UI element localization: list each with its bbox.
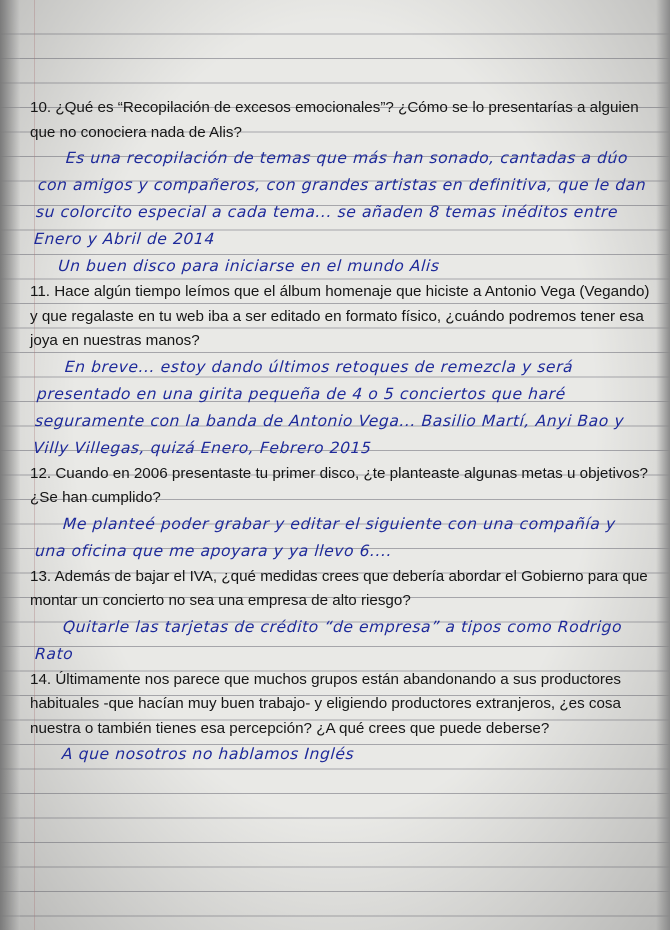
answer-12-text: Me planteé poder grabar y editar el siguiente con una compañía y una oficina que me apoyara y ya llevo 6.... [34, 514, 617, 560]
answer-13-text: Quitarle las tarjetas de crédito “de empresa” a tipos como Rodrigo Rato [34, 617, 623, 663]
question-10: 10. ¿Qué es “Recopilación de excesos emocionales”? ¿Cómo se lo presentarías a alguien que no conociera nada de Alis? [30, 99, 639, 141]
qa-block-14 [30, 668, 650, 769]
answer-10-part-1: Es una recopilación de temas que más han sonado, cantadas a dúo con amigos y compañeros, con grandes artistas en definitiva, que le dan su colorcito especial a cada tema... se añaden 8 temas inéditos entre Enero y Abril de 2014 [33, 149, 647, 248]
interview-content [30, 96, 650, 768]
answer-11 [26, 354, 654, 462]
answer-10-part-2: Un buen disco para iniciarse en el mundo Alis [57, 257, 441, 275]
answer-11-text: En breve... estoy dando últimos retoques de remezcla y será presentado en una girita pequeña de 4 o 5 conciertos que haré seguramente con la banda de Antonio Vega... Basilio Martí, Anyi Bao y Villy Villegas, quizá Enero, Febrero 2015 [32, 357, 625, 457]
answer-14-text: A que nosotros no hablamos Inglés [61, 745, 355, 763]
question-12: 12. Cuando en 2006 presentaste tu primer disco, ¿te planteaste algunas metas u objetivos? ¿Se han cumplido? [30, 464, 649, 506]
question-13: 13. Además de bajar el IVA, ¿qué medidas crees que debería abordar el Gobierno para que montar un concierto no sea una empresa de alto riesgo? [30, 567, 648, 609]
qa-block-13 [30, 565, 650, 668]
qa-block-10 [30, 96, 650, 280]
answer-13 [28, 614, 652, 668]
qa-block-11 [30, 280, 650, 462]
answer-10 [25, 145, 654, 280]
question-11: 11. Hace algún tiempo leímos que el álbum homenaje que hiciste a Antonio Vega (Vegando) y que regalaste en tu web iba a ser editado en formato físico, ¿cuándo podremos tener esa joya en nuestras manos? [30, 283, 650, 349]
qa-block-12 [30, 462, 650, 565]
question-14: 14. Últimamente nos parece que muchos grupos están abandonando a sus productores habituales -que hacían muy buen trabajo- y eligiendo productores extranjeros, ¿es cosa nuestra o también tienes esa percepción? ¿A qué crees que puede deberse? [30, 670, 621, 737]
answer-12 [28, 511, 652, 565]
answer-14 [29, 741, 651, 768]
